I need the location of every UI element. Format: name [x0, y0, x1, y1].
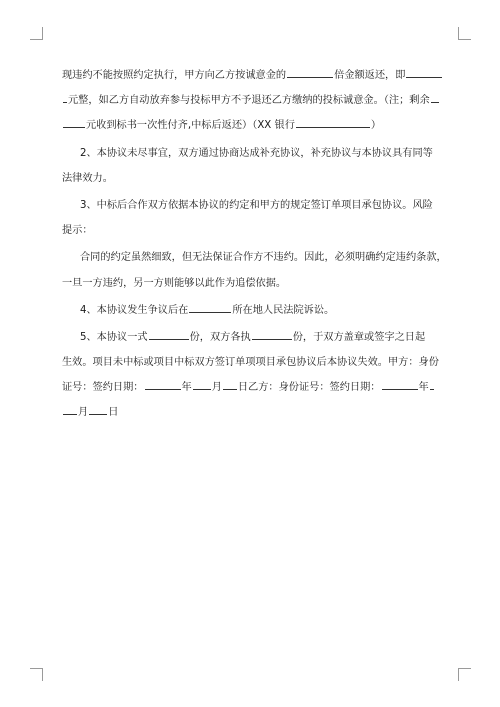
- text-segment: 5、本协议一式: [80, 331, 148, 343]
- text-segment: 证号：签约日期：: [62, 382, 144, 394]
- text-segment: 年: [181, 382, 192, 394]
- text-line: [62, 166, 442, 191]
- text-segment: 倍金额返还，即: [334, 70, 406, 81]
- fill-blank: [382, 380, 418, 390]
- text-line: [62, 271, 442, 296]
- text-segment: 4、本协议发生争议后在: [80, 304, 189, 316]
- fill-blank: [63, 93, 67, 103]
- fill-blank: [63, 405, 77, 415]
- fill-blank: [430, 380, 434, 390]
- fill-blank: [193, 380, 211, 390]
- text-line: [62, 193, 442, 218]
- text-segment: 所在地人民法院诉讼。: [232, 304, 335, 316]
- document-body: [62, 63, 447, 426]
- text-line: [62, 141, 442, 166]
- fill-blank: [89, 405, 107, 415]
- crop-mark-bottom-right: [458, 668, 471, 681]
- text-segment: 日: [108, 407, 119, 419]
- text-line: [62, 298, 442, 323]
- text-line: [62, 218, 442, 243]
- text-segment: 2、本协议未尽事宜，双方通过协商达成补充协议，补充协议与本协议具有同等: [80, 147, 433, 159]
- fill-blank: [149, 330, 189, 340]
- text-line: [62, 375, 442, 400]
- fill-blank: [145, 380, 181, 390]
- text-line: [62, 350, 442, 375]
- text-segment: 元收到标书一次性付齐,中标后返还）（XX 银行: [86, 120, 295, 132]
- crop-mark-bottom-left: [30, 668, 43, 681]
- fill-blank: [406, 68, 442, 78]
- text-segment: 月: [211, 382, 222, 394]
- text-line: [62, 245, 447, 270]
- text-line: [62, 63, 442, 88]
- fill-blank: [63, 118, 85, 128]
- text-segment: ）: [370, 120, 382, 132]
- text-line: [62, 400, 442, 425]
- text-segment: 法律效力。: [62, 172, 113, 184]
- crop-mark-top-left: [30, 27, 43, 40]
- text-segment: 3、中标后合作双方依据本协议的约定和甲方的规定签订单项目承包协议。风险: [80, 199, 433, 211]
- text-segment: 生效。项目未中标或项目中标双方签订单项项目承包协议后本协议失效。甲方：身份: [62, 357, 439, 369]
- fill-blank: [431, 93, 439, 103]
- text-segment: 份，双方各执: [189, 331, 251, 343]
- text-segment: 日乙方：身份证号：签约日期：: [237, 382, 381, 394]
- fill-blank: [223, 380, 237, 390]
- fill-blank: [296, 118, 370, 128]
- fill-blank: [189, 303, 231, 313]
- text-segment: 一旦一方违约，另一方则能够以此作为追偿依据。: [62, 277, 287, 289]
- text-segment: 合同的约定虽然细致，但无法保证合作方不违约。因此，必须明确约定违约条款，: [80, 252, 447, 264]
- crop-mark-top-right: [458, 27, 471, 40]
- fill-blank: [252, 330, 292, 340]
- text-line: [62, 113, 442, 138]
- text-line: [62, 88, 442, 113]
- text-segment: 现违约不能按照约定执行，甲方向乙方按诚意金的: [62, 70, 287, 81]
- text-segment: 月: [78, 407, 89, 419]
- text-segment: 提示：: [62, 225, 93, 237]
- text-line: [62, 325, 442, 350]
- text-segment: 元整，如乙方自动放弃参与投标甲方不予退还乙方缴纳的投标诚意金。（注；剩余: [68, 95, 430, 107]
- text-segment: 份，于双方盖章或签字之日起: [292, 331, 426, 343]
- fill-blank: [287, 68, 333, 78]
- text-segment: 年: [418, 382, 429, 394]
